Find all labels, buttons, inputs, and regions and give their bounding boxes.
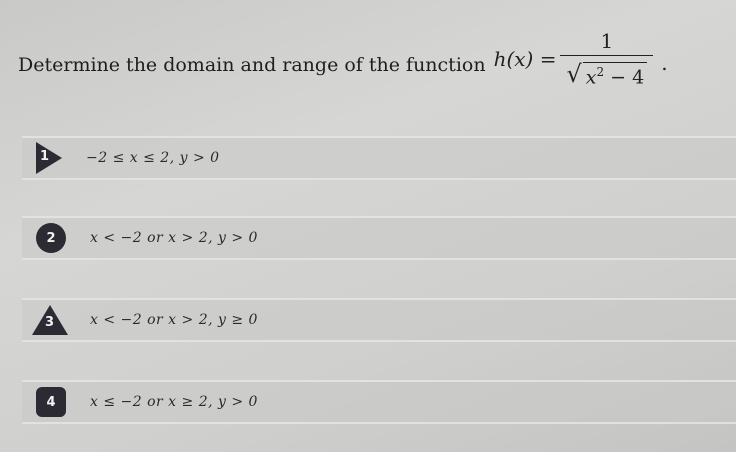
answer-option-4[interactable]	[22, 380, 736, 424]
option-text-3: x < −2 or x > 2, y ≥ 0	[90, 312, 258, 328]
answer-option-3[interactable]	[22, 298, 736, 342]
function-expression	[494, 29, 658, 88]
option-badge-4: 4	[36, 387, 66, 417]
option-badge-1: 1	[36, 142, 62, 174]
option-badge-2: 2	[36, 223, 66, 253]
radicand: $x^2 - 4$	[583, 62, 647, 88]
function-lhs: h(x) =	[493, 46, 557, 71]
option-text-1: −2 ≤ x ≤ 2, y > 0	[86, 150, 220, 166]
period: .	[661, 51, 668, 75]
fraction-denominator	[560, 55, 653, 88]
sqrt-icon: √	[566, 60, 582, 89]
answer-option-2[interactable]	[22, 216, 736, 260]
option-text-4: x ≤ −2 or x ≥ 2, y > 0	[90, 394, 258, 410]
fraction-numerator: 1	[600, 29, 614, 54]
fraction	[560, 29, 653, 88]
question-text: Determine the domain and range of the function	[18, 54, 486, 76]
question-stem	[18, 14, 728, 100]
option-badge-3: 3	[32, 305, 68, 335]
answer-option-1[interactable]	[22, 136, 736, 180]
option-text-2: x < −2 or x > 2, y > 0	[90, 230, 258, 246]
